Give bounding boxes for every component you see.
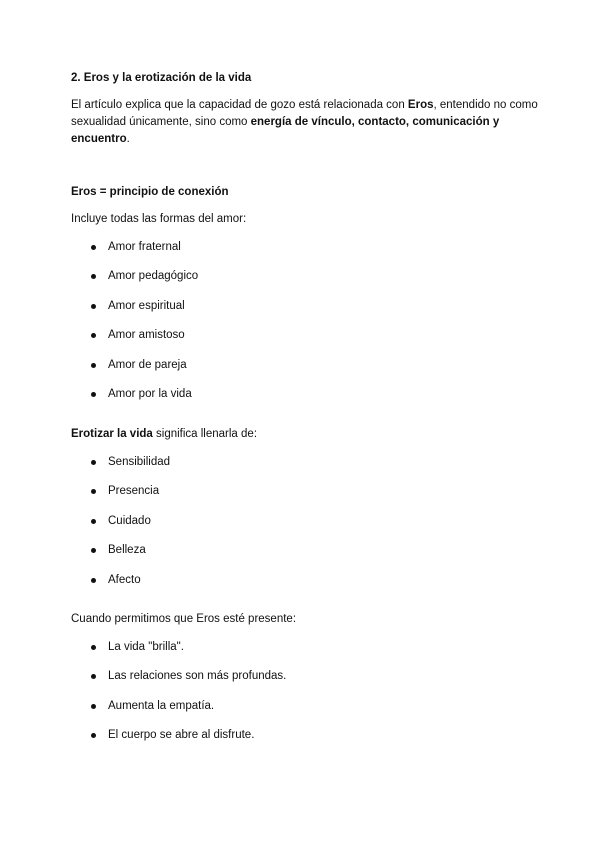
bullet-icon <box>91 304 96 309</box>
list-item <box>71 699 540 728</box>
bullet-icon <box>91 548 96 553</box>
list-item-text: Las relaciones son más profundas. <box>108 670 287 683</box>
bullet-icon <box>91 363 96 368</box>
list-item-text: Amor espiritual <box>108 299 185 312</box>
erotize-bold: Erotizar la vida <box>71 428 153 440</box>
effects-list <box>71 640 540 758</box>
list-item-text: Amor pedagógico <box>108 270 199 283</box>
love-intro: Incluye todas las formas del amor: <box>71 213 247 225</box>
intro-bold-eros: Eros <box>407 99 434 111</box>
list-item-text: Afecto <box>108 573 141 586</box>
list-item <box>71 299 540 328</box>
bullet-icon <box>91 578 96 583</box>
list-item-text: El cuerpo se abre al disfrute. <box>108 729 255 742</box>
presence-intro: Cuando permitimos que Eros esté presente: <box>71 613 297 625</box>
list-item <box>71 573 540 602</box>
list-item-text: Cuidado <box>108 514 151 527</box>
list-item <box>71 728 540 757</box>
intro-text-2: , entendido no como sexualidad únicamente, sino como <box>71 99 538 128</box>
bullet-icon <box>91 245 96 250</box>
bullet-icon <box>91 674 96 679</box>
intro-text-1: El artículo explica que la capacidad de gozo está relacionada con <box>71 99 408 111</box>
principle-title: Eros = principio de conexión <box>71 186 229 198</box>
list-item <box>71 358 540 387</box>
list-item <box>71 387 540 416</box>
list-item-text: Belleza <box>108 544 146 557</box>
list-item <box>71 269 540 298</box>
bullet-icon <box>91 460 96 465</box>
list-item <box>71 543 540 572</box>
intro-text-3: . <box>126 133 130 145</box>
bullet-icon <box>91 519 96 524</box>
list-item <box>71 514 540 543</box>
list-item <box>71 484 540 513</box>
list-item <box>71 669 540 698</box>
section-title: 2. Eros y la erotización de la vida <box>71 72 252 84</box>
list-item <box>71 455 540 484</box>
intro-bold-energy: energía de vínculo, contacto, comunicación y encuentro <box>71 116 500 145</box>
list-item <box>71 328 540 357</box>
qualities-list <box>71 455 540 602</box>
bullet-icon <box>91 274 96 279</box>
list-item-text: Amor de pareja <box>108 358 187 371</box>
list-item-text: Sensibilidad <box>108 456 171 468</box>
list-item-text: Amor fraternal <box>108 241 181 253</box>
bullet-icon <box>91 704 96 709</box>
bullet-icon <box>91 645 96 650</box>
erotize-intro <box>71 428 540 440</box>
list-item-text: Amor por la vida <box>108 387 192 400</box>
bullet-icon <box>91 733 96 738</box>
list-item <box>71 240 540 269</box>
love-forms-list <box>71 240 540 416</box>
erotize-rest: significa llenarla de: <box>152 428 258 440</box>
bullet-icon <box>91 333 96 338</box>
list-item <box>71 640 540 669</box>
list-item-text: Amor amistoso <box>108 329 185 342</box>
intro-paragraph <box>71 97 540 148</box>
list-item-text: La vida "brilla". <box>108 641 184 653</box>
list-item-text: Presencia <box>108 485 160 498</box>
bullet-icon <box>91 489 96 494</box>
bullet-icon <box>91 392 96 397</box>
list-item-text: Aumenta la empatía. <box>108 699 215 712</box>
